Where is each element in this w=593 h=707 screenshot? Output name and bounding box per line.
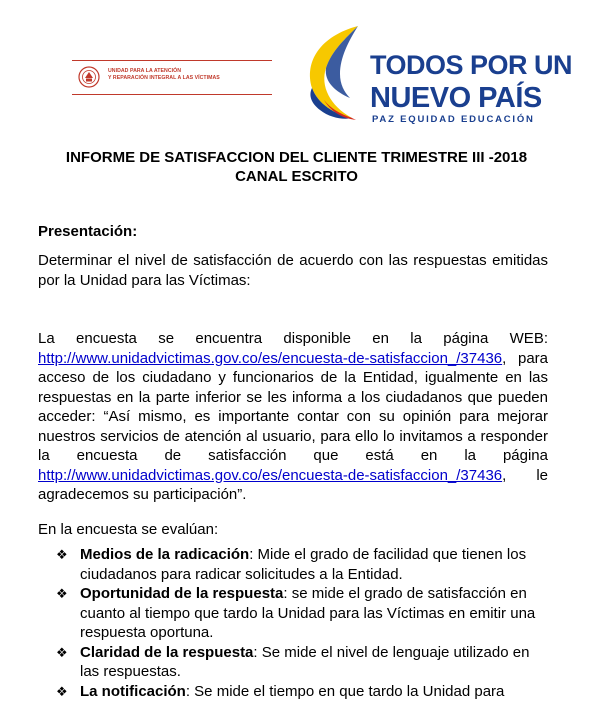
presentacion-heading: Presentación: [38,223,138,240]
list-item [56,643,552,682]
item-desc: : Mide el grado de facilidad que tienen los ciudadanos para radicar solicitudes a la Entidad. [80,546,527,583]
item-term: La notificación [80,682,186,700]
unidad-victimas-text [108,68,273,82]
list-item [56,584,552,643]
item-desc: : Se mide el nivel de lenguaje utilizado en las respuestas. [80,643,530,680]
document-title [0,148,593,186]
encuesta-link-1[interactable]: http://www.unidadvictimas.gov.co/es/encuesta-de-satisfaccion_/37436 [38,349,503,367]
list-item [56,682,552,702]
item-term: Oportunidad de la respuesta [80,585,284,602]
title-line-1: INFORME DE SATISFACCION DEL CLIENTE TRIMESTRE III -2018 [65,149,528,166]
slogan-line-1: TODOS POR UN [370,50,573,80]
evaluacion-intro: En la encuesta se evalúan: [38,521,219,538]
presentacion-paragraph: Determinar el nivel de satisfacción de acuerdo con las respuestas emitidas por la Unidad para las Víctimas: [38,252,548,289]
encuesta-text-3: , le agradecemos su participación”. [38,466,548,503]
unidad-victimas-logo [72,60,272,96]
diamond-bullet-icon: ❖ [56,683,68,699]
slogan-line-3: PAZ EQUIDAD EDUCACIÓN [372,114,535,125]
encuesta-text-1: La encuesta se encuentra disponible en la página WEB: [38,330,548,347]
item-term: Claridad de la respuesta [80,643,254,661]
colombia-seal-icon [78,66,100,88]
diamond-bullet-icon: ❖ [56,547,68,562]
unit-logo-line-1: UNIDAD PARA LA ATENCIÓN [108,68,181,74]
unit-logo-line-2: Y REPARACIÓN INTEGRAL A LAS VÍCTIMAS [108,75,220,81]
item-term: Medios de la radicación [80,546,250,563]
list-item [56,545,552,584]
encuesta-text-2: , para acceso de los ciudadano y funcionarios de la Entidad, igualmente en las respuestas en la parte inferior se les informa a los ciudadanos que pueden acceder: “Así mismo, es importante contar con su opinión para mejorar nuestros servicios de atención al usuario, para ello lo invitamos a responder la encuesta de satisfacción que está en la página [38,349,548,464]
evaluacion-list [56,545,552,701]
encuesta-paragraph [38,329,548,505]
logo-bottom-rule [72,94,272,95]
encuesta-link-2[interactable]: http://www.unidadvictimas.gov.co/es/encuesta-de-satisfaccion_/37436 [38,466,503,484]
logo-top-rule [72,60,272,61]
item-desc: : se mide el grado de satisfacción en cuanto al tiempo que tardo la Unidad para las Víctimas en emitir una respuesta oportuna. [80,585,536,641]
title-line-2: CANAL ESCRITO [235,168,358,185]
slogan-line-2: NUEVO PAÍS [370,82,542,114]
diamond-bullet-icon: ❖ [56,644,68,660]
todos-por-un-nuevo-pais-logo [300,22,573,132]
diamond-bullet-icon: ❖ [56,586,68,601]
item-desc: : Se mide el tiempo en que tardo la Unidad para [185,682,505,700]
flag-swoosh-icon [300,22,380,122]
